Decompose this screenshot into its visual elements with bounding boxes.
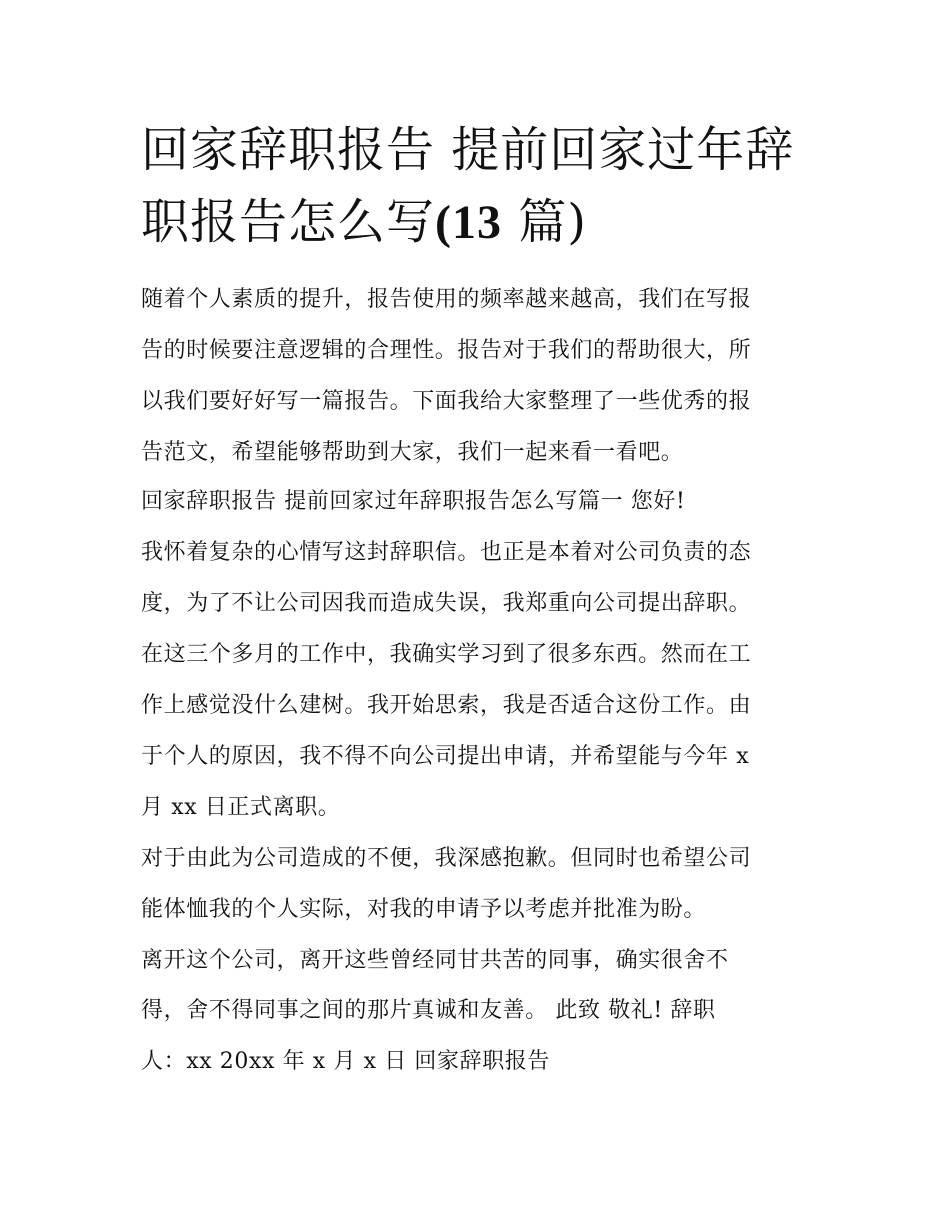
body-line-10: 于个人的原因，我不得不向公司提出申请，并希望能与今年 x (141, 744, 750, 769)
title-count-suffix: 篇) (502, 194, 587, 250)
body-line-15: 得，舍不得同事之间的那片真诚和友善。 此致 敬礼! 辞职 (141, 998, 716, 1023)
body-line-6: 我怀着复杂的心情写这封辞职信。也正是本着对公司负责的态 (141, 540, 752, 565)
title-line-1: 回家辞职报告 提前回家过年辞 (141, 122, 795, 178)
body-line-14: 离开这个公司，离开这些曾经同甘共苦的同事，确实很舍不 (141, 948, 729, 973)
body-line-9: 作上感觉没什么建树。我开始思索，我是否适合这份工作。由 (141, 693, 752, 718)
body-line-8: 在这三个多月的工作中，我确实学习到了很多东西。然而在工 (141, 642, 752, 667)
body-line-12: 对于由此为公司造成的不便，我深感抱歉。但同时也希望公司 (141, 846, 752, 871)
body-line-13: 能体恤我的个人实际，对我的申请予以考虑并批准为盼。 (141, 897, 707, 922)
body-line-3: 以我们要好好写一篇报告。下面我给大家整理了一些优秀的报 (141, 389, 752, 414)
section-heading-line: 回家辞职报告 提前回家过年辞职报告怎么写篇一 您好! (141, 489, 686, 514)
title-count: (13 (435, 196, 502, 249)
body-line-4: 告范文，希望能够帮助到大家，我们一起来看一看吧。 (141, 440, 684, 465)
document-title (141, 114, 821, 259)
body-line-7: 度，为了不让公司因我而造成失误，我郑重向公司提出辞职。 (141, 591, 752, 616)
title-line-2: 职报告怎么写 (141, 194, 436, 250)
body-line-2: 告的时候要注意逻辑的合理性。报告对于我们的帮助很大，所 (141, 338, 752, 363)
body-line-16: 人：xx 20xx 年 x 月 x 日 回家辞职报告 (141, 1049, 550, 1074)
body-line-11: 月 xx 日正式离职。 (141, 795, 341, 820)
body-line-1: 随着个人素质的提升，报告使用的频率越来越高，我们在写报 (141, 287, 752, 312)
